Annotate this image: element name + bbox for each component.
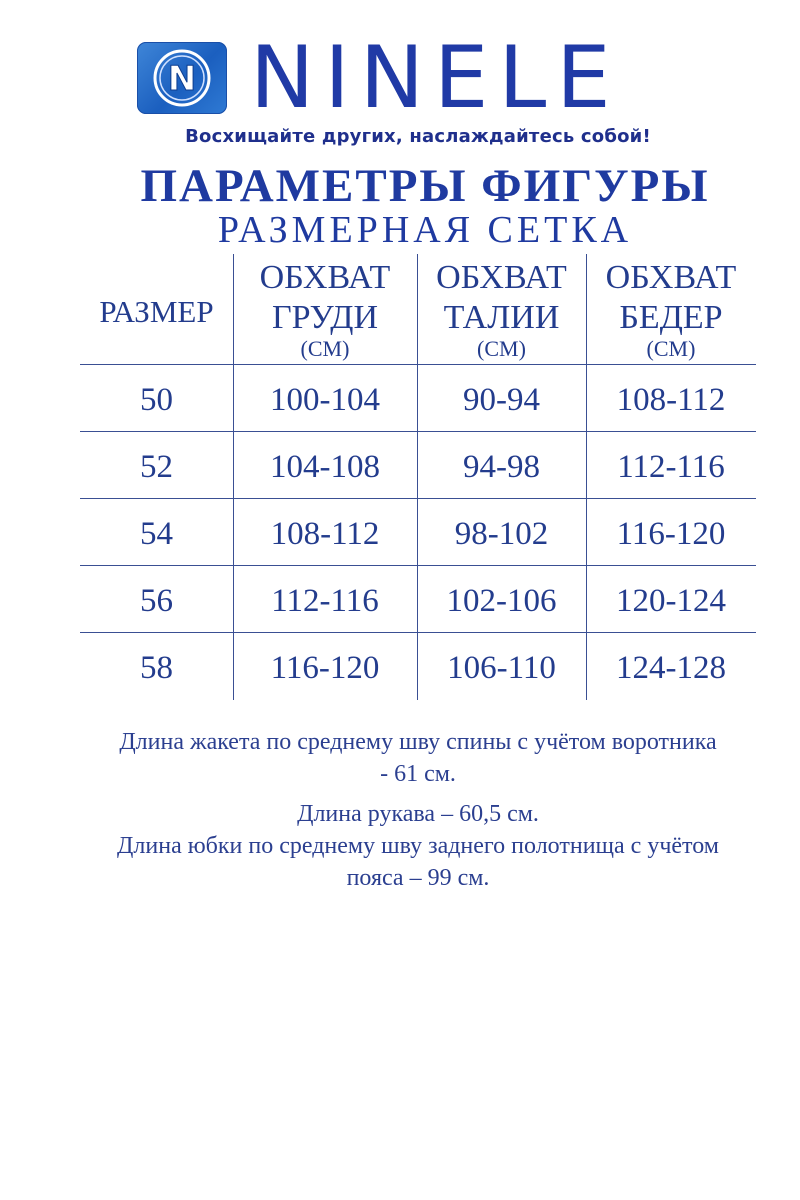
table-cell-hips: 116-120 [616,516,726,552]
table-cell-size: 50 [140,382,173,418]
header [0,28,800,128]
header-size: РАЗМЕР [99,294,214,329]
table-cell-hips: 124-128 [616,650,726,686]
logo-letter: N [167,59,197,99]
header-waist-line1: ОБХВАТ [436,259,567,296]
table-cell-chest: 104-108 [270,449,380,485]
page-subtitle: РАЗМЕРНАЯ СЕТКА [217,209,633,251]
header-waist [417,258,586,360]
table-cell-waist: 102-106 [446,583,557,619]
table-cell-hips: 112-116 [617,449,725,485]
table-cell-size: 56 [140,583,173,619]
brand-name: NINELE [250,28,621,128]
table-cell-size: 58 [140,650,173,686]
logo-n-icon [137,42,227,114]
table-divider [80,565,756,566]
header-chest-unit: (СМ) [300,336,350,361]
table-cell-waist: 106-110 [447,650,556,686]
note-jacket-line1: Длина жакета по среднему шву спины с учётом воротника [119,729,717,755]
header-hips-line1: ОБХВАТ [605,259,737,296]
header-hips-unit: (СМ) [646,336,696,361]
table-cell-size: 52 [140,449,173,485]
size-table [80,254,756,700]
header-chest-line1: ОБХВАТ [259,259,391,296]
table-cell-waist: 90-94 [463,382,540,418]
table-divider [80,632,756,633]
header-waist-line2: ТАЛИИ [443,299,560,336]
page-title: ПАРАМЕТРЫ ФИГУРЫ [140,160,710,212]
header-hips-line2: БЕДЕР [619,299,723,336]
header-waist-unit: (СМ) [477,336,526,361]
logo-badge [137,42,227,114]
note-skirt-line1: Длина юбки по среднему шву заднего полотнища с учётом [117,833,719,859]
table-cell-waist: 98-102 [454,516,549,552]
note-jacket-line2: - 61 см. [380,761,456,787]
note-skirt-line2: пояса – 99 см. [346,865,490,891]
table-divider [80,364,756,365]
note-sleeve: Длина рукава – 60,5 см. [297,801,539,827]
table-cell-chest: 108-112 [270,516,380,552]
table-divider [80,498,756,499]
table-divider [80,431,756,432]
table-cell-chest: 100-104 [270,382,380,418]
table-cell-waist: 94-98 [463,449,540,485]
table-cell-chest: 116-120 [270,650,380,686]
table-cell-hips: 120-124 [616,583,726,619]
slogan: Восхищайте других, наслаждайтесь собой! [185,126,651,147]
table-cell-chest: 112-116 [271,583,379,619]
header-hips [586,258,756,360]
header-chest [233,258,417,360]
header-chest-line2: ГРУДИ [271,299,379,336]
table-cell-size: 54 [140,516,173,552]
table-cell-hips: 108-112 [616,382,726,418]
measurement-notes [0,726,800,894]
